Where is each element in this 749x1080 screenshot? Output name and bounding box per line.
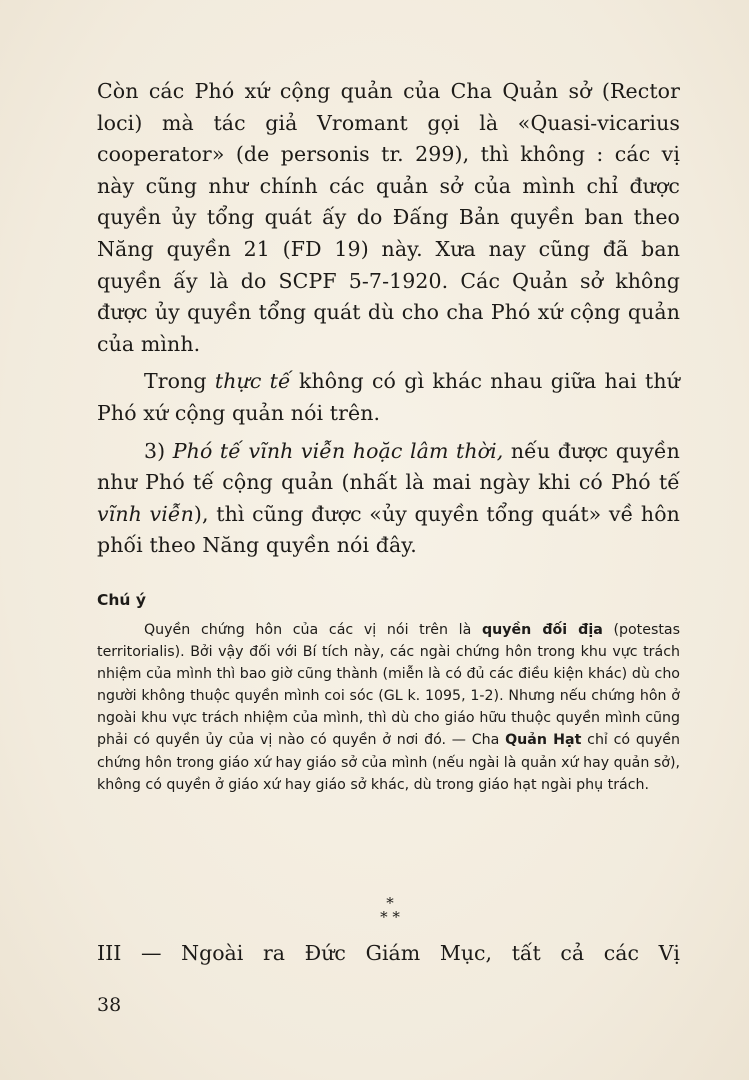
page-number: 38	[97, 994, 122, 1016]
paragraph-2: Trong thực tế không có gì khác nhau giữa hai thứ Phó xứ cộng quản nói trên.	[97, 369, 680, 425]
main-text	[97, 76, 680, 562]
separator-top: *	[386, 894, 394, 912]
emphasis-vinh-vien: vĩnh viễn	[97, 501, 194, 526]
note-title: Chú ý	[97, 591, 146, 609]
paragraph-1: Còn các Phó xứ cộng quản của Cha Quản sở (Rector loci) mà tác giả Vromant gọi là «Quasi-vicarius cooperator» (de personis tr. 299), thì không : các vị này cũng như chính các quản sở của mình chỉ được quyền ủy tổng quát ấy do Đấng Bản quyền ban theo Năng quyền 21 (FD 19) này. Xưa nay cũng đã ban quyền ấy là do SCPF 5-7-1920. Các Quản sở không được ủy quyền tổng quát dù cho cha Phó xứ cộng quản của mình.	[97, 79, 680, 356]
section-separator	[350, 896, 430, 924]
paragraph-3: 3) Phó tế vĩnh viễn hoặc lâm thời, nếu được quyền như Phó tế cộng quản (nhất là mai ngày khi có Phó tế vĩnh viễn), thì cũng được «ủy quyền tổng quát» về hôn phối theo Năng quyền nói đây.	[97, 438, 680, 558]
bold-quyen-doi-dia: quyền đối địa	[481, 622, 603, 638]
bold-quan-hat: Quản Hạt	[505, 732, 582, 749]
section-heading-line: III — Ngoài ra Đức Giám Mục, tất cả các Vị	[97, 941, 680, 965]
note-paragraph: Quyền chứng hôn của các vị nói trên là quyền đối địa (potestas territorialis). Bởi vậy đối với Bí tích này, các ngài chứng hôn trong khu vực trách nhiệm của mình thì bao giờ cũng thành (miễn là có đủ các điều kiện khác) dù cho người không thuộc quyền mình coi sóc (GL k. 1095, 1-2). Nhưng nếu chứng hôn ở ngoài khu vực trách nhiệm của mình, thì dù cho giáo hữu thuộc quyền mình cũng phải có quyền ủy của vị nào có quyền ở nơi đó. — Cha Quản Hạt chỉ có quyền chứng hôn trong giáo xứ hay giáo sở của mình (nếu ngài là quản xứ hay quản sở), không có quyền ở giáo xứ hay giáo sở khác, dù trong giáo hạt ngài phụ trách.	[97, 622, 681, 793]
note-text	[97, 619, 680, 796]
emphasis-pho-te: Phó tế vĩnh viễn hoặc lâm thời,	[172, 438, 504, 463]
emphasis-thuc-te: thực tế	[214, 369, 291, 394]
separator-bottom: * *	[380, 908, 400, 926]
